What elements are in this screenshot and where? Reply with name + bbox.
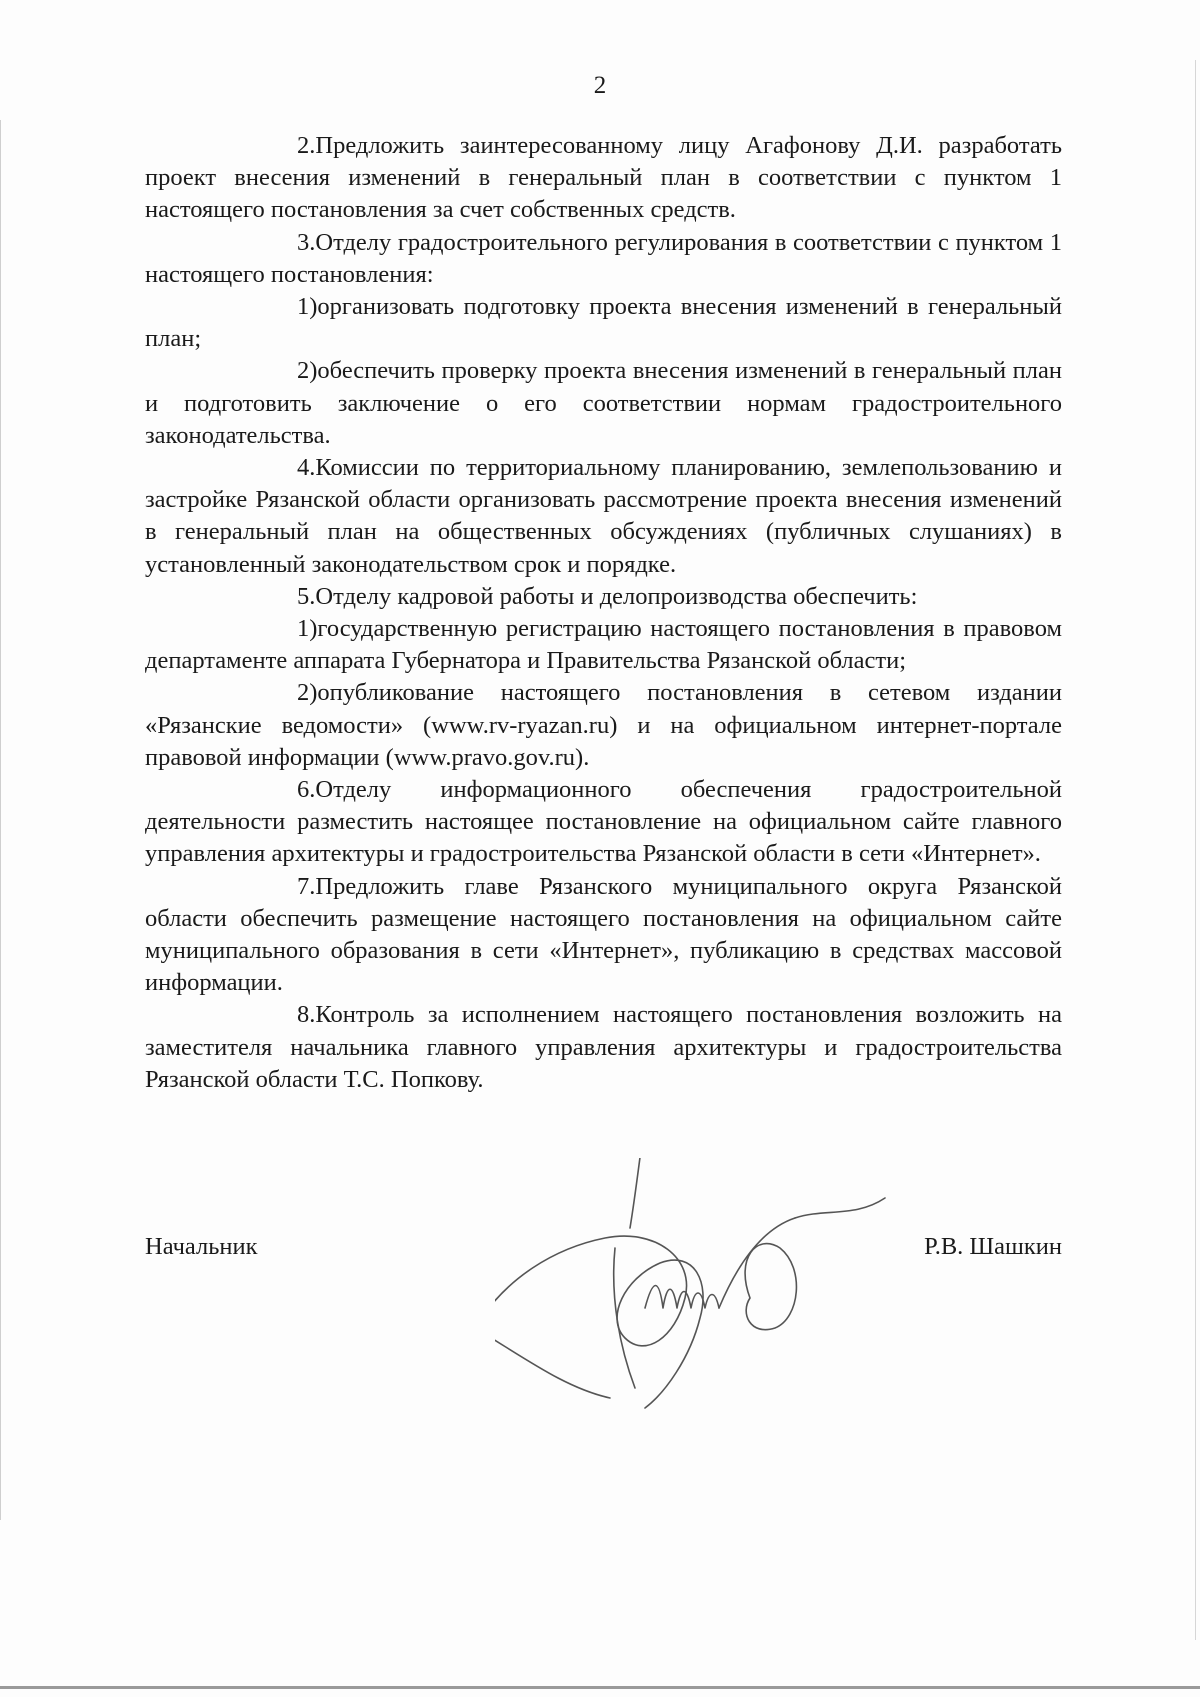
paragraph-number: 5. bbox=[297, 582, 316, 610]
paragraph-text: Отделу кадровой работы и делопроизводства обеспечить: bbox=[315, 582, 918, 610]
subparagraph-number: 1) bbox=[297, 615, 318, 643]
paragraph-5 bbox=[145, 581, 1062, 613]
signature-block bbox=[145, 1233, 1062, 1273]
scan-edge-left bbox=[0, 120, 1, 1520]
paragraph-text: опубликование настоящего постановления в сетевом издании «Рязанские ведомости» (www.rv-ryazan.ru) и на официальном интернет-портале правовой информации (www.pravo.gov.ru). bbox=[145, 679, 1062, 771]
paragraph-6 bbox=[145, 774, 1062, 871]
paragraph-number: 3. bbox=[297, 228, 316, 256]
scan-bottom-edge bbox=[0, 1686, 1200, 1689]
paragraph-number: 2. bbox=[297, 132, 316, 159]
subparagraph-5-2 bbox=[145, 677, 1062, 774]
page-number: 2 bbox=[593, 72, 607, 99]
paragraph-number: 6. bbox=[297, 776, 316, 804]
paragraph-text: обеспечить проверку проекта внесения изменений в генеральный план и подготовить заключение о его соответствии нормам градостроительного законодательства. bbox=[145, 357, 1062, 449]
paragraph-3 bbox=[145, 227, 1062, 291]
subparagraph-number: 2) bbox=[297, 679, 318, 707]
subparagraph-number: 1) bbox=[297, 293, 318, 321]
signatory-name: Р.В. Шашкин bbox=[924, 1233, 1062, 1260]
paragraph-7 bbox=[145, 871, 1062, 1000]
paragraph-text: Отделу градостроительного регулирования в соответствии с пунктом 1 настоящего постановления: bbox=[145, 228, 1062, 288]
paragraph-text: Контроль за исполнением настоящего постановления возложить на заместителя начальника главного управления архитектуры и градостроительства Рязанской области Т.С. Попкову. bbox=[145, 1001, 1062, 1093]
paragraph-number: 7. bbox=[297, 872, 316, 900]
subparagraph-5-1 bbox=[145, 613, 1062, 677]
subparagraph-3-2 bbox=[145, 355, 1062, 452]
paragraph-text: организовать подготовку проекта внесения изменений в генеральный план; bbox=[145, 293, 1062, 353]
paragraph-2 bbox=[145, 130, 1062, 227]
paragraph-text: Предложить заинтересованному лицу Агафонову Д.И. разработать проект внесения изменений в генеральный план в соответствии с пунктом 1 настоящего постановления за счет собственных средств. bbox=[145, 132, 1062, 224]
paragraph-text: Отделу информационного обеспечения градостроительной деятельности разместить настоящее постановление на официальном сайте главного управления архитектуры и градостроительства Рязанской области в сети «Интернет». bbox=[145, 776, 1062, 868]
paragraph-number: 8. bbox=[297, 1001, 316, 1029]
scan-edge-right bbox=[1195, 60, 1196, 1640]
paragraph-number: 4. bbox=[297, 454, 316, 482]
subparagraph-3-1 bbox=[145, 291, 1062, 355]
paragraph-8 bbox=[145, 999, 1062, 1096]
paragraph-text: государственную регистрацию настоящего постановления в правовом департаменте аппарата Губернатора и Правительства Рязанской области; bbox=[145, 615, 1062, 675]
paragraph-text: Предложить главе Рязанского муниципального округа Рязанской области обеспечить размещение настоящего постановления на официальном сайте муниципального образования в сети «Интернет», публикацию в средствах массовой информации. bbox=[145, 872, 1062, 997]
signatory-role: Начальник bbox=[145, 1233, 258, 1260]
subparagraph-number: 2) bbox=[297, 357, 318, 385]
document-body bbox=[145, 130, 1062, 1096]
paragraph-4 bbox=[145, 452, 1062, 581]
paragraph-text: Комиссии по территориальному планированию, землепользованию и застройке Рязанской области организовать рассмотрение проекта внесения изменений в генеральный план на общественных обсуждениях (публичных слушаниях) в установленный законодательством срок и порядке. bbox=[145, 454, 1062, 578]
handwritten-signature bbox=[495, 1158, 915, 1418]
